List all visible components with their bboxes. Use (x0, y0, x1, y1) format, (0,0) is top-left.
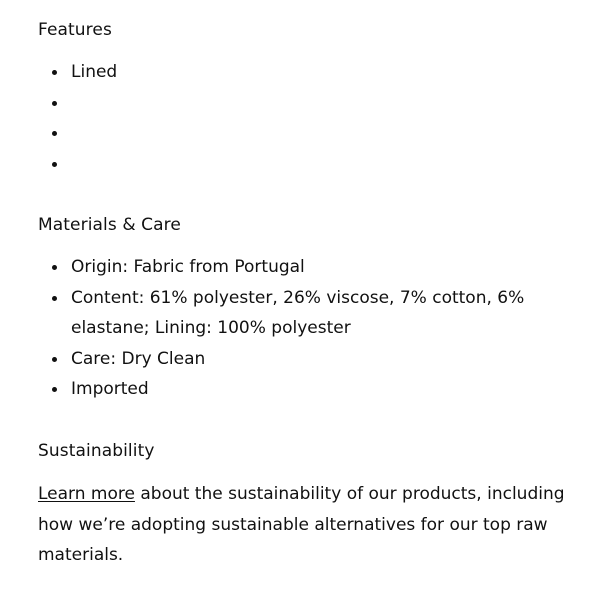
materials-item-label: Origin: Fabric from Portugal (71, 257, 305, 277)
bullet-icon (52, 70, 57, 75)
materials-care-heading: Materials & Care (38, 215, 181, 235)
bullet-icon (52, 162, 57, 167)
bullet-icon (52, 296, 57, 301)
features-item-empty-1 (38, 88, 558, 119)
learn-more-link[interactable]: Learn more (38, 484, 135, 504)
bullet-icon (52, 357, 57, 362)
features-item-label: Lined (71, 62, 118, 82)
features-list (38, 57, 558, 179)
sustainability-heading: Sustainability (38, 441, 155, 461)
features-item-empty-2 (38, 118, 558, 149)
bullet-icon (52, 265, 57, 270)
materials-item-label: Content: 61% polyester, 26% viscose, 7% cotton, 6% elastane; Lining: 100% polyester (71, 287, 525, 338)
sustainability-description (38, 479, 578, 571)
materials-item-label: Imported (71, 379, 149, 399)
sustainability-body-text: about the sustainability of our products, including how we’re adopting sustainable alternatives for our top raw materials. (38, 484, 565, 565)
features-heading: Features (38, 20, 112, 40)
materials-item-imported (38, 374, 558, 405)
features-item-empty-3 (38, 149, 558, 180)
materials-item-care (38, 344, 558, 375)
materials-care-list (38, 252, 558, 405)
bullet-icon (52, 387, 57, 392)
materials-item-label: Care: Dry Clean (71, 348, 206, 369)
materials-item-origin (38, 252, 558, 283)
materials-item-content (38, 283, 558, 344)
bullet-icon (52, 131, 57, 136)
features-item-lined (38, 57, 558, 88)
bullet-icon (52, 101, 57, 106)
